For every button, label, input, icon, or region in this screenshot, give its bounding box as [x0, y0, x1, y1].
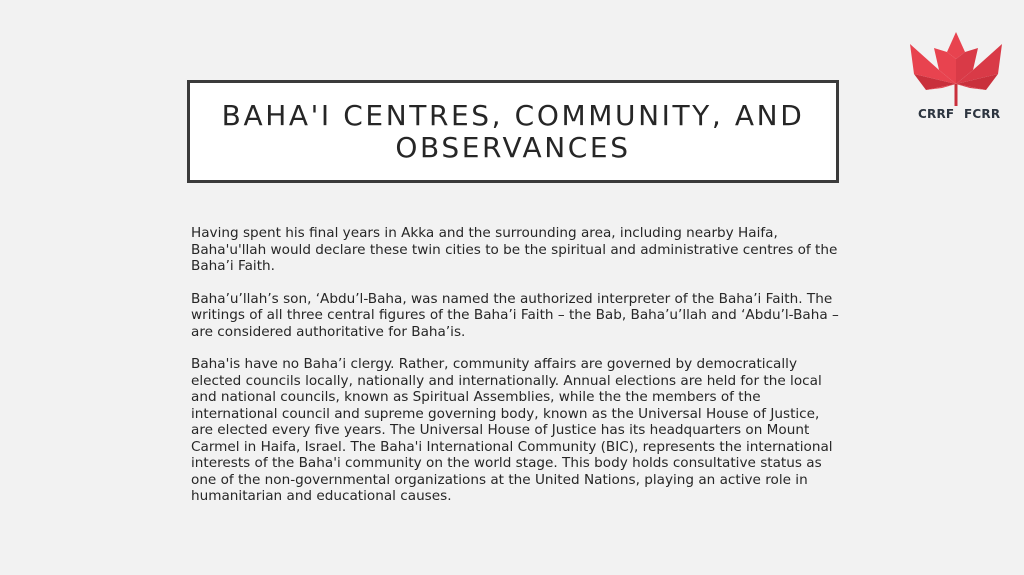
crrf-logo [906, 30, 1006, 122]
paragraph-1: Having spent his final years in Akka and the surrounding area, including nearby Haifa, Baha'u'llah would declare these twin cities to be the spiritual and administrative centres of the Baha’i Faith. [191, 225, 838, 274]
paragraph-2: Baha’u’llah’s son, ‘Abdu’l-Baha, was named the authorized interpreter of the Baha’i Faith. The writings of all three central figures of the Baha’i Faith – the Bab, Baha’u’llah and ‘Abdu’l-Baha – are considered authoritative for Baha’is. [191, 290, 839, 340]
logo-text-fcrr: FCRR [964, 107, 1001, 121]
title-box [187, 80, 839, 183]
paragraph-3: Baha'is have no Baha’i clergy. Rather, community affairs are governed by democratically elected councils locally, nationally and internationally. Annual elections are held for the local and national councils, known as Spiritual Assemblies, while the the members of the international council and supreme governing body, known as the Universal House of Justice, are elected every five years. The Universal House of Justice has its headquarters on Mount Carmel in Haifa, Israel. The Baha'i International Community (BIC), represents the international interests of the Baha'i community on the world stage. This body holds consultative status as one of the non-governmental organizations at the United Nations, playing an active role in humanitarian and educational causes. [191, 356, 833, 504]
maple-leaf-icon [906, 30, 1006, 110]
logo-text-crrf: CRRF [918, 107, 955, 121]
slide-title: BAHA'I CENTRES, COMMUNITY, AND OBSERVANCES [221, 98, 805, 164]
body-text [191, 225, 841, 521]
